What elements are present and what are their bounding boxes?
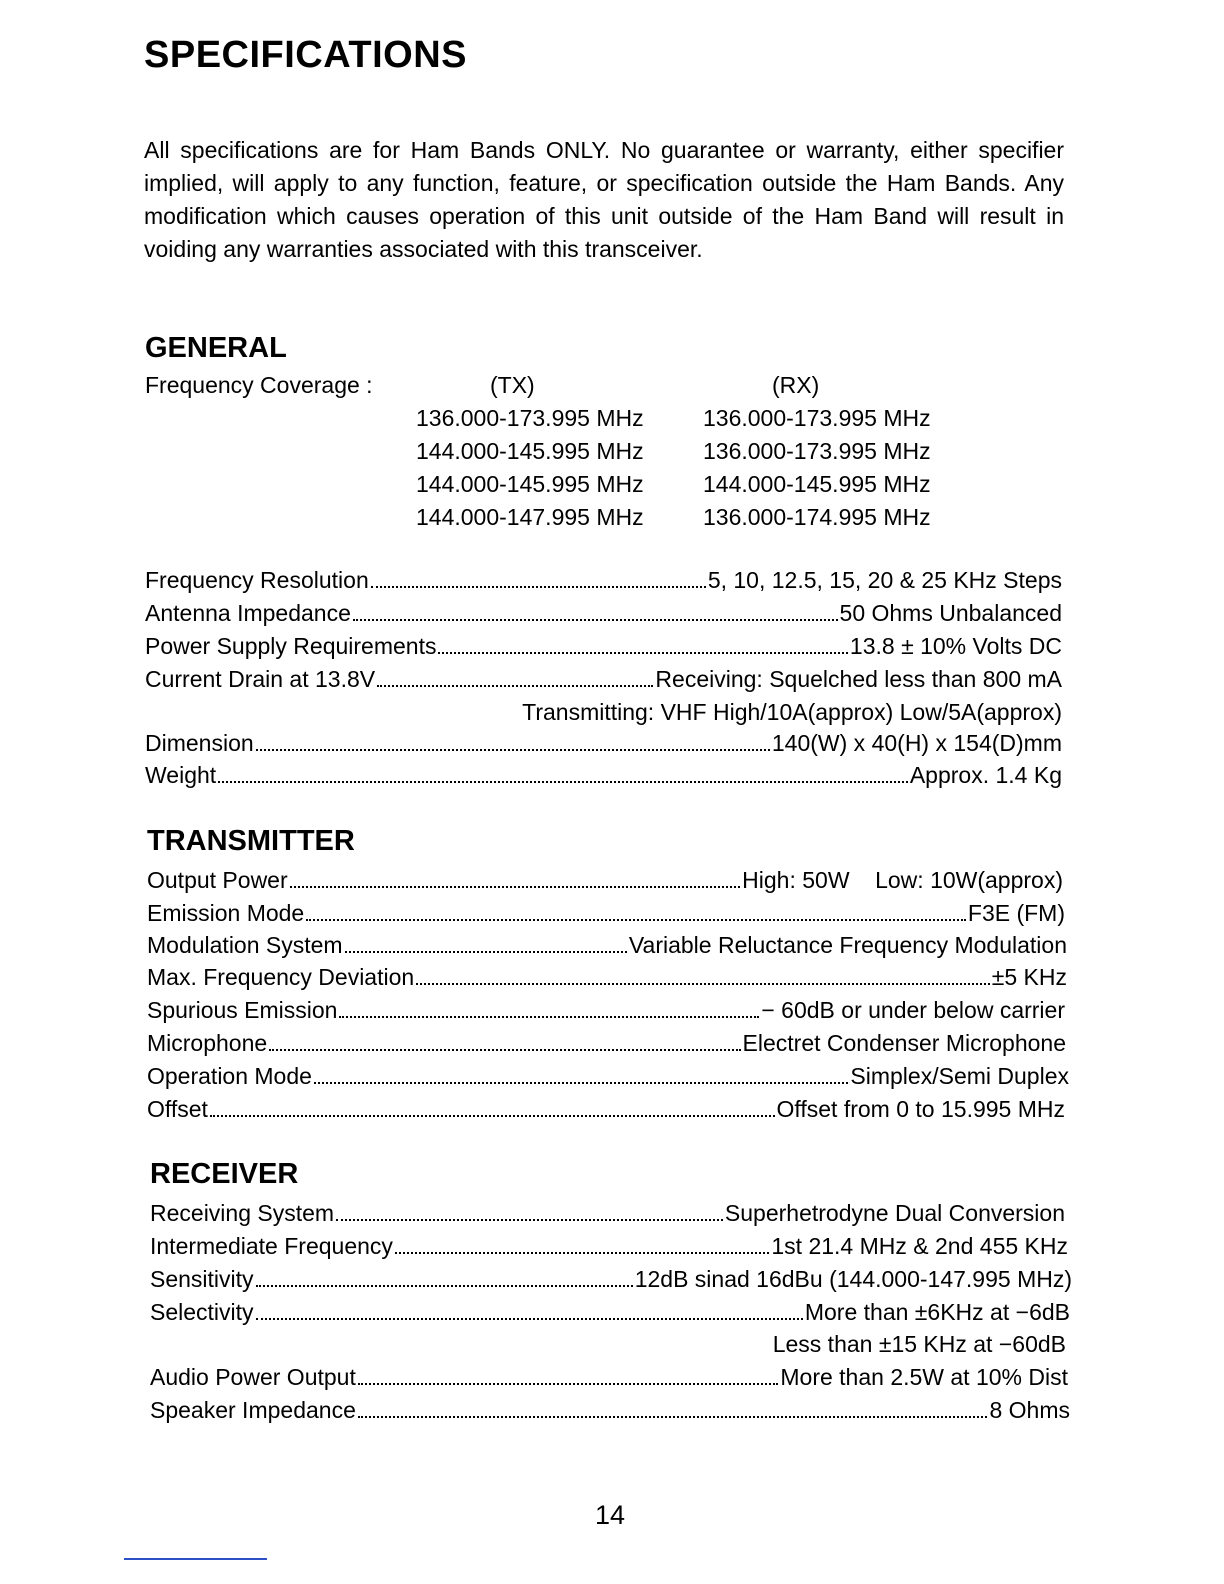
- leader-dots: [358, 1395, 988, 1418]
- leader-dots: [339, 995, 759, 1018]
- spec-row-intermediate-frequency: [150, 1231, 1068, 1261]
- spec-row-frequency-resolution: [145, 565, 1062, 595]
- leader-dots: [210, 1094, 775, 1117]
- spec-label: Selectivity: [150, 1299, 254, 1325]
- spec-row-speaker-impedance: [150, 1395, 1070, 1425]
- leader-dots: [371, 565, 706, 588]
- spec-value: Receiving: Squelched less than 800 mA: [655, 666, 1062, 692]
- leader-dots: [306, 898, 966, 921]
- spec-value: 50 Ohms Unbalanced: [839, 600, 1062, 626]
- frequency-coverage-label: Frequency Coverage :: [145, 372, 373, 398]
- leader-dots: [256, 1297, 803, 1320]
- spec-row-max-frequency-deviation: [147, 962, 1067, 992]
- freq-tx-cell: 144.000-145.995 MHz: [416, 438, 644, 464]
- spec-label: Current Drain at 13.8V: [145, 666, 376, 692]
- spec-value: More than 2.5W at 10% Dist: [780, 1364, 1068, 1390]
- spec-row-offset: [147, 1094, 1065, 1124]
- spec-row-emission-mode: [147, 898, 1065, 928]
- spec-label: Frequency Resolution: [145, 567, 369, 593]
- current-drain-transmitting: Transmitting: VHF High/10A(approx) Low/5A(approx): [522, 699, 1062, 725]
- spec-label: Operation Mode: [147, 1063, 312, 1089]
- spec-value: 1st 21.4 MHz & 2nd 455 KHz: [771, 1233, 1068, 1259]
- leader-dots: [336, 1198, 723, 1221]
- leader-dots: [269, 1028, 740, 1051]
- freq-rx-cell: 144.000-145.995 MHz: [703, 471, 931, 497]
- spec-value: Variable Reluctance Frequency Modulation: [628, 932, 1067, 958]
- freq-tx-cell: 136.000-173.995 MHz: [416, 405, 644, 431]
- leader-dots: [290, 865, 741, 888]
- spec-value: Simplex/Semi Duplex: [850, 1063, 1069, 1089]
- footer-rule: [124, 1558, 267, 1560]
- general-heading: GENERAL: [145, 332, 287, 364]
- spec-label: Offset: [147, 1096, 208, 1122]
- spec-row-output-power: [147, 865, 1063, 895]
- spec-row-antenna-impedance: [145, 598, 1062, 628]
- spec-value: 140(W) x 40(H) x 154(D)mm: [771, 730, 1062, 756]
- rx-header: (RX): [772, 372, 820, 398]
- leader-dots: [353, 598, 838, 621]
- leader-dots: [377, 664, 653, 687]
- spec-row-audio-power-output: [150, 1362, 1068, 1392]
- spec-label: Sensitivity: [150, 1266, 254, 1292]
- leader-dots: [395, 1231, 769, 1254]
- spec-value: High: 50W Low: 10W(approx): [742, 867, 1063, 893]
- freq-rx-cell: 136.000-173.995 MHz: [703, 438, 931, 464]
- spec-value: Offset from 0 to 15.995 MHz: [776, 1096, 1065, 1122]
- leader-dots: [345, 930, 627, 953]
- spec-value: 8 Ohms: [989, 1397, 1070, 1423]
- leader-dots: [416, 962, 990, 985]
- receiver-heading: RECEIVER: [150, 1158, 299, 1190]
- spec-row-weight: [145, 760, 1062, 790]
- freq-tx-cell: 144.000-145.995 MHz: [416, 471, 644, 497]
- spec-label: Antenna Impedance: [145, 600, 351, 626]
- page-number: 14: [594, 1500, 626, 1530]
- leader-dots: [256, 728, 770, 751]
- spec-row-current-drain: [145, 664, 1062, 694]
- freq-tx-cell: 144.000-147.995 MHz: [416, 504, 644, 530]
- spec-row-modulation-system: [147, 930, 1067, 960]
- spec-value: Superhetrodyne Dual Conversion: [724, 1200, 1065, 1226]
- spec-value: − 60dB or under below carrier: [761, 997, 1065, 1023]
- spec-label: Intermediate Frequency: [150, 1233, 393, 1259]
- spec-label: Spurious Emission: [147, 997, 338, 1023]
- spec-label: Modulation System: [147, 932, 343, 958]
- spec-label: Microphone: [147, 1030, 268, 1056]
- spec-row-power-supply: [145, 631, 1062, 661]
- selectivity-continued: Less than ±15 KHz at −60dB: [772, 1331, 1066, 1357]
- spec-value: 13.8 ± 10% Volts DC: [849, 633, 1062, 659]
- page-title: SPECIFICATIONS: [144, 34, 467, 76]
- transmitter-heading: TRANSMITTER: [147, 825, 355, 857]
- intro-paragraph: All specifications are for Ham Bands ONLY. No guarantee or warranty, either specifier implied, will apply to any function, feature, or specification outside the Ham Bands. Any modification which causes operation of this unit outside of the Ham Band will result in voiding any warranties associated with this transceiver.: [144, 137, 1064, 262]
- freq-rx-cell: 136.000-174.995 MHz: [703, 504, 931, 530]
- leader-dots: [218, 760, 908, 783]
- spec-row-sensitivity: [150, 1264, 1072, 1294]
- spec-value: 5, 10, 12.5, 15, 20 & 25 KHz Steps: [707, 567, 1062, 593]
- leader-dots: [438, 631, 847, 654]
- spec-label: Audio Power Output: [150, 1364, 356, 1390]
- leader-dots: [256, 1264, 633, 1287]
- spec-value: ±5 KHz: [991, 964, 1067, 990]
- spec-row-spurious-emission: [147, 995, 1065, 1025]
- tx-header: (TX): [490, 372, 535, 398]
- spec-label: Power Supply Requirements: [145, 633, 437, 659]
- spec-label: Speaker Impedance: [150, 1397, 356, 1423]
- spec-row-operation-mode: [147, 1061, 1069, 1091]
- spec-row-receiving-system: [150, 1198, 1065, 1228]
- spec-row-selectivity: [150, 1297, 1070, 1327]
- spec-label: Output Power: [147, 867, 288, 893]
- leader-dots: [314, 1061, 848, 1084]
- spec-value: More than ±6KHz at −6dB: [804, 1299, 1070, 1325]
- spec-label: Max. Frequency Deviation: [147, 964, 415, 990]
- spec-value: F3E (FM): [967, 900, 1065, 926]
- spec-label: Dimension: [145, 730, 254, 756]
- spec-label: Weight: [145, 762, 217, 788]
- spec-value: Electret Condenser Microphone: [742, 1030, 1066, 1056]
- spec-value: Approx. 1.4 Kg: [909, 762, 1062, 788]
- spec-row-dimension: [145, 728, 1062, 758]
- spec-label: Emission Mode: [147, 900, 305, 926]
- spec-value: 12dB sinad 16dBu (144.000-147.995 MHz): [634, 1266, 1072, 1292]
- spec-row-microphone: [147, 1028, 1066, 1058]
- spec-label: Receiving System: [150, 1200, 335, 1226]
- leader-dots: [358, 1362, 779, 1385]
- freq-rx-cell: 136.000-173.995 MHz: [703, 405, 931, 431]
